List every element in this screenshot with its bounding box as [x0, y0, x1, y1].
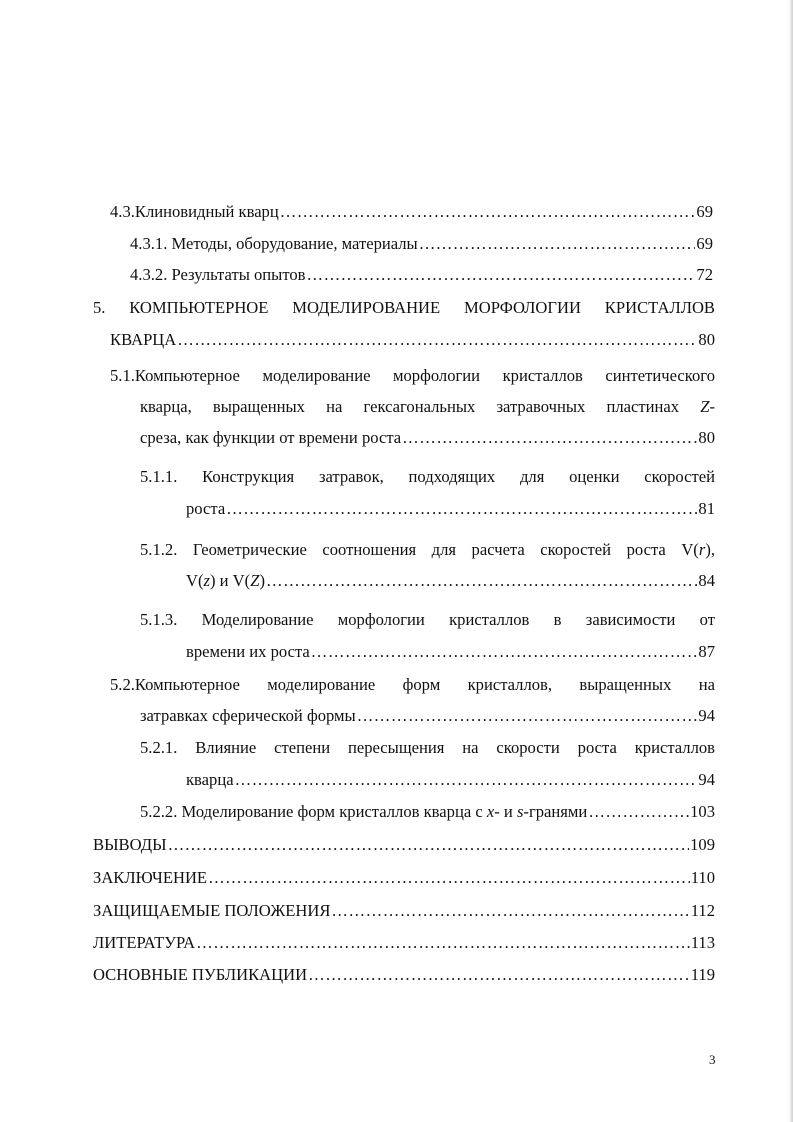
toc-entry-page: 103: [690, 802, 715, 821]
toc-text: -гранями: [523, 802, 588, 821]
toc-entry-page: 87: [698, 642, 715, 661]
dot-leader: [311, 642, 698, 662]
toc-entry-page: 81: [698, 499, 715, 518]
dot-leader: [308, 965, 690, 985]
toc-entry-5-1-2-line1[interactable]: [140, 540, 715, 560]
dot-leader: [226, 499, 697, 519]
toc-entry-title: времени их роста: [186, 642, 310, 661]
toc-entry-page: 69: [696, 234, 713, 253]
toc-text: -: [709, 397, 715, 416]
toc-entry-page: 72: [696, 265, 713, 284]
toc-text: ) и V(: [209, 571, 251, 590]
toc-entry-title: 4.3.Клиновидный кварц: [110, 202, 279, 221]
toc-text: 5.1.2. Геометрические соотношения для расчета скоростей роста V(: [140, 540, 699, 559]
toc-entry-page: 110: [690, 868, 715, 887]
toc-entry-5-1-line2[interactable]: [140, 397, 715, 417]
toc-entry-title: ЗАЩИЩАЕМЫЕ ПОЛОЖЕНИЯ: [93, 901, 331, 920]
dot-leader: [419, 234, 696, 254]
dot-leader: [402, 428, 697, 448]
toc-entry-title: кварца: [186, 770, 234, 789]
toc-entry-page: 84: [698, 571, 715, 590]
toc-entry-title: [140, 802, 587, 822]
toc-entry-title: [186, 571, 265, 591]
toc-entry-title: КВАРЦА: [110, 330, 177, 349]
toc-entry-conclusions[interactable]: [93, 835, 715, 855]
toc-entry-5-1-line1[interactable]: 5.1.Компьютерное моделирование морфологии кристаллов синтетического: [110, 366, 715, 385]
toc-entry-title: ЛИТЕРАТУРА: [93, 933, 196, 952]
toc-entry-5-1-1[interactable]: [186, 499, 715, 519]
toc-entry-publications[interactable]: [93, 965, 715, 985]
toc-text: - и: [494, 802, 517, 821]
toc-entry-title: затравках сферической формы: [140, 706, 356, 725]
toc-entry-title: среза, как функции от времени роста: [140, 428, 402, 447]
toc-entry-5-1-2[interactable]: [186, 571, 715, 591]
toc-text: ): [259, 571, 265, 590]
toc-entry-title: 4.3.1. Методы, оборудование, материалы: [130, 234, 418, 253]
toc-entry-5-2-2[interactable]: [140, 802, 715, 822]
toc-entry-5-2-1[interactable]: [186, 770, 715, 790]
dot-leader: [208, 868, 690, 888]
page-number: 3: [709, 1052, 716, 1067]
toc-entry-page: 80: [698, 428, 715, 447]
toc-entry-page: 80: [698, 330, 715, 349]
toc-entry-5-1-3[interactable]: [186, 642, 715, 662]
toc-var: s: [516, 802, 524, 821]
dot-leader: [306, 265, 695, 285]
toc-text: кварца, выращенных на гексагональных затравочных пластинах: [140, 397, 680, 416]
toc-var: Z: [700, 397, 710, 416]
dot-leader: [177, 330, 697, 350]
toc-text: 5.2.2. Моделирование форм кристаллов кварца с: [140, 802, 487, 821]
toc-text: V(: [186, 571, 204, 590]
toc-entry-literature[interactable]: [93, 933, 715, 953]
toc-entry-5-1-3-line1[interactable]: 5.1.3. Моделирование морфологии кристаллов в зависимости от: [140, 610, 715, 629]
toc-entry-page: 109: [690, 835, 715, 854]
toc-var: r: [698, 540, 706, 559]
toc-entry-page: 94: [698, 706, 715, 725]
toc-entry-page: 113: [690, 933, 715, 952]
toc-var: Z: [250, 571, 260, 590]
toc-entry-page: 94: [698, 770, 715, 789]
dot-leader: [588, 802, 689, 822]
toc-entry-5-2[interactable]: [140, 706, 715, 726]
toc-entry-4-3[interactable]: [110, 202, 713, 222]
toc-entry-title: 4.3.2. Результаты опытов: [130, 265, 306, 284]
toc-var: z: [203, 571, 210, 590]
toc-entry-5[interactable]: [110, 330, 715, 350]
dot-leader: [280, 202, 696, 222]
dot-leader: [266, 571, 697, 591]
toc-entry-4-3-2[interactable]: [130, 265, 713, 285]
toc-var: x: [486, 802, 495, 821]
toc-entry-5-1[interactable]: [140, 428, 715, 448]
toc-entry-5-1-1-line1[interactable]: 5.1.1. Конструкция затравок, подходящих для оценки скоростей: [140, 467, 715, 486]
toc-entry-defended-statements[interactable]: [93, 901, 715, 921]
toc-entry-title: роста: [186, 499, 226, 518]
toc-entry-5-2-line1[interactable]: 5.2.Компьютерное моделирование форм кристаллов, выращенных на: [110, 675, 715, 694]
toc-entry-page: 69: [696, 202, 713, 221]
toc-entry-title: ОСНОВНЫЕ ПУБЛИКАЦИИ: [93, 965, 308, 984]
toc-entry-5-2-1-line1[interactable]: 5.2.1. Влияние степени пересыщения на скорости роста кристаллов: [140, 738, 715, 757]
toc-entry-title: ЗАКЛЮЧЕНИЕ: [93, 868, 208, 887]
toc-entry-page: 112: [690, 901, 715, 920]
toc-entry-4-3-1[interactable]: [130, 234, 713, 254]
dot-leader: [168, 835, 690, 855]
toc-entry-5-line1[interactable]: 5. КОМПЬЮТЕРНОЕ МОДЕЛИРОВАНИЕ МОРФОЛОГИИ КРИСТАЛЛОВ: [93, 298, 715, 317]
dot-leader: [196, 933, 690, 953]
toc-entry-page: 119: [690, 965, 715, 984]
dot-leader: [235, 770, 698, 790]
toc-text: ),: [705, 540, 715, 559]
toc-entry-title: ВЫВОДЫ: [93, 835, 167, 854]
dot-leader: [357, 706, 698, 726]
toc-entry-summary[interactable]: [93, 868, 715, 888]
dot-leader: [331, 901, 689, 921]
